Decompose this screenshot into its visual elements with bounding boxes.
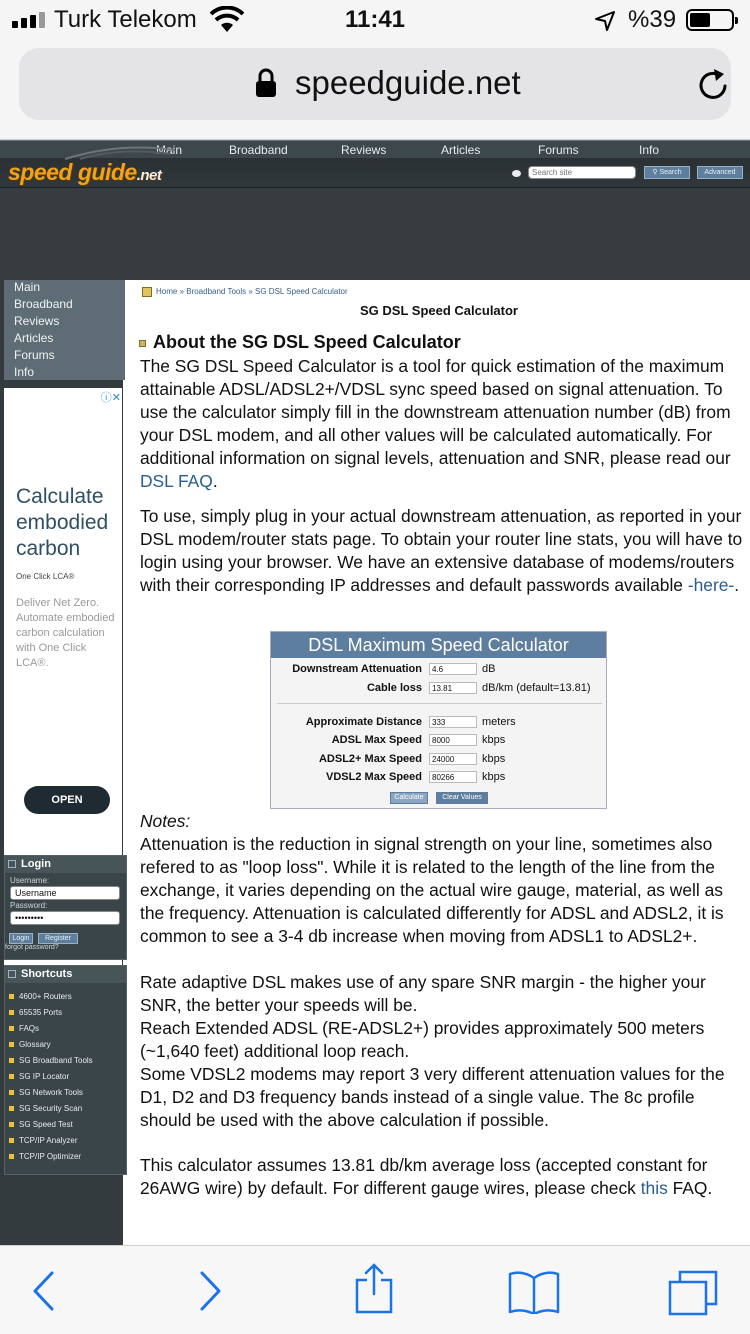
distance-output[interactable]: 333 [429,716,477,728]
section-title: About the SG DSL Speed Calculator [153,332,461,352]
address-bar[interactable] [19,48,731,120]
shortcuts-panel [4,965,127,1175]
login-button[interactable]: Login [9,933,33,944]
search-button[interactable]: ⚲ Search [644,166,690,179]
calculator-title: DSL Maximum Speed Calculator [271,632,606,658]
sidebar-item-info[interactable]: Info [14,365,35,379]
battery-percent: %39 [628,6,677,33]
calc-row-cable-loss: Cable loss 13.81 dB/km (default=13.81) [366,682,591,694]
shortcut-network-tools[interactable]: SG Network Tools [9,1088,83,1097]
top-nav-broadband[interactable]: Broadband [229,143,288,157]
battery-icon [686,9,734,31]
calc-row-vdsl2: VDSL2 Max Speed 80266 kbps [326,771,506,783]
shortcut-glossary[interactable]: Glossary [9,1040,51,1049]
browser-bottom-bar [0,1245,750,1334]
page-title: SG DSL Speed Calculator [360,303,518,318]
advanced-search-button[interactable]: Advanced [697,166,743,179]
reload-icon[interactable] [697,66,731,102]
left-sidebar [0,280,123,1245]
note-rate-adaptive: Rate adaptive DSL makes use of any spare SNR margin - the higher your SNR, the better your speeds will be. [140,972,706,1015]
attenuation-input[interactable]: 4.6 [429,663,477,675]
back-icon[interactable] [30,1270,56,1312]
url-text: speedguide.net [295,64,521,101]
calculate-button[interactable]: Calculate [390,792,428,804]
sidebar-nav [4,280,125,380]
footer-paragraph: This calculator assumes 13.81 db/km average loss (accepted constant for 26AWG wire) by default. For different gauge wires, please check this FAQ. [140,1155,713,1198]
here-link[interactable]: -here- [687,575,735,595]
shortcut-tcpip-analyzer[interactable]: TCP/IP Analyzer [9,1136,78,1145]
top-nav-main[interactable]: Main [156,143,183,157]
username-label: Username: [10,876,50,885]
register-button[interactable]: Register [38,933,78,944]
panel-icon [8,970,16,978]
shortcut-ip-locator[interactable]: SG IP Locator [9,1072,69,1081]
note-attenuation: Attenuation is the reduction in signal strength on your line, sometimes also refered to as "loop loss". While it is related to the length of the line from the exchange, it varies depending on the actual wire gauge, material, as well as the frequency. Attenuation is calculated differently for ADSL and ADSL2, it is common to see a 3-4 db increase when moving from ADSL1 to ADSL2+. [140,834,724,946]
dsl-faq-link[interactable]: DSL FAQ [140,471,213,491]
clock: 11:41 [344,6,406,33]
notes-title: Notes: [140,811,191,831]
adsl-speed-output[interactable]: 8000 [429,734,477,746]
dsl-calculator [270,631,607,809]
ad-title[interactable]: Calculate embodied carbon [16,485,109,560]
sidebar-item-forums[interactable]: Forums [14,348,55,362]
adsl2plus-speed-output[interactable]: 24000 [429,753,477,765]
shortcut-ports[interactable]: 65535 Ports [9,1008,62,1017]
this-faq-link[interactable]: this [640,1178,668,1198]
top-nav-forums[interactable]: Forums [538,143,579,157]
password-field[interactable]: ••••••••• [10,911,120,925]
adchoices-icon[interactable]: ⓘ✕ [100,392,121,404]
shortcut-tcpip-optimizer[interactable]: TCP/IP Optimizer [9,1152,81,1161]
vdsl2-speed-output[interactable]: 80266 [429,771,477,783]
usage-paragraph: To use, simply plug in your actual downstream attenuation, as reported in your DSL modem/router stats page. To obtain your router line stats, you will have to login using your browser. We have an extensive database of modems/routers with their corresponding IP addresses and default passwords available -here-. [140,506,743,595]
carrier-name: Turk Telekom [54,6,197,33]
note-re-adsl: Reach Extended ADSL (RE-ADSL2+) provides approximately 500 meters (~1,640 feet) additional loop reach. [140,1018,705,1061]
shortcut-routers[interactable]: 4600+ Routers [9,992,72,1001]
calc-row-distance: Approximate Distance 333 meters [305,716,516,728]
ad-description: Deliver Net Zero. Automate embodied carbon calculation with One Click LCA®. [16,597,115,669]
bookmarks-icon[interactable] [508,1270,560,1314]
search-bubble-icon [512,170,521,177]
ad-brand: One Click LCA® [16,572,75,581]
section-bullet-icon [139,340,146,347]
top-nav-reviews[interactable]: Reviews [341,143,387,157]
sidebar-item-main[interactable]: Main [14,280,41,294]
sidebar-item-broadband[interactable]: Broadband [14,297,73,311]
calc-row-adsl2plus: ADSL2+ Max Speed 24000 kbps [318,753,506,765]
shortcuts-panel-header: Shortcuts [5,966,126,983]
shortcut-security-scan[interactable]: SG Security Scan [9,1104,82,1113]
top-nav-articles[interactable]: Articles [441,143,481,157]
ad-open-button[interactable]: OPEN [24,786,110,814]
breadcrumb[interactable]: Home » Broadband Tools » SG DSL Speed Calculator [156,287,348,296]
forgot-password-link[interactable]: forgot password? [5,944,59,951]
username-field[interactable]: Username [10,886,120,900]
forward-icon[interactable] [198,1270,224,1312]
main-content [128,280,750,1245]
browser-toolbar [0,40,750,140]
password-label: Password: [10,901,48,910]
top-nav-info[interactable]: Info [639,143,660,157]
site-header [0,140,750,280]
site-logo[interactable]: speed guide.net [8,159,162,185]
intro-paragraph: The SG DSL Speed Calculator is a tool for quick estimation of the maximum attainable ADSL/ADSL2+/VDSL sync speed based on signal attenuation. To use the calculator simply fill in the downstream attenuation number (dB) from your DSL modem, and all other values will be calculated automatically. For additional information on signal levels, attenuation and SNR, please read our DSL FAQ. [140,356,731,491]
status-bar [0,0,750,40]
cable-loss-input[interactable]: 13.81 [429,682,477,694]
calc-row-attenuation: Downstream Attenuation 4.6 dB [292,663,496,675]
shortcut-faqs[interactable]: FAQs [9,1024,39,1033]
logo-swoosh-graphic [60,143,183,160]
shortcut-speed-test[interactable]: SG Speed Test [9,1120,73,1129]
note-vdsl2: Some VDSL2 modems may report 3 very different attenuation values for the D1, D2 and D3 frequency bands instead of a single value. The 8c profile should be used with the above calculation if possible. [140,1064,725,1130]
location-arrow-icon [594,10,616,32]
search-input[interactable] [528,166,636,179]
share-icon[interactable] [354,1262,394,1314]
login-panel-header: Login [5,856,126,873]
tabs-icon[interactable] [668,1270,718,1316]
calc-divider [277,703,602,704]
calc-row-adsl: ADSL Max Speed 8000 kbps [331,734,506,746]
sidebar-item-articles[interactable]: Articles [14,331,54,345]
home-icon [142,287,152,297]
clear-values-button[interactable]: Clear Values [436,792,488,804]
sidebar-item-reviews[interactable]: Reviews [14,314,60,328]
panel-icon [8,860,16,868]
shortcut-broadband-tools[interactable]: SG Broadband Tools [9,1056,93,1065]
lock-icon [255,68,277,98]
logo-strip [0,158,750,188]
